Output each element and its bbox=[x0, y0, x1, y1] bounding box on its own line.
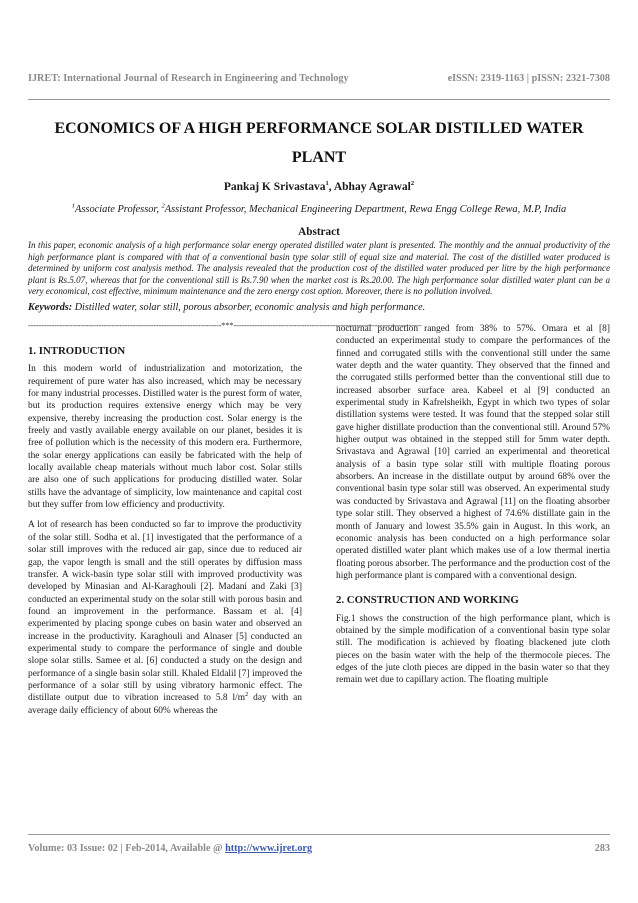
author-list bbox=[28, 181, 610, 193]
running-header bbox=[28, 73, 610, 84]
title-line-1: ECONOMICS OF A HIGH PERFORMANCE SOLAR DISTILLED WATER bbox=[54, 120, 584, 137]
intro-paragraph-2-b: day with an average daily efficiency of about 60% whereas the bbox=[28, 693, 302, 716]
title-line-2: PLANT bbox=[291, 149, 347, 166]
affil-part-1: Associate Professor, bbox=[75, 204, 162, 215]
page-number: 283 bbox=[594, 843, 610, 854]
keywords-label: Keywords: bbox=[28, 302, 73, 313]
volume-info bbox=[28, 843, 312, 854]
journal-name: IJRET: International Journal of Research in Engineering and Technology bbox=[28, 73, 349, 84]
paper-title bbox=[30, 114, 608, 172]
author-separator: , bbox=[328, 181, 334, 193]
affil-sup-2: 2 bbox=[161, 202, 165, 210]
author-1: Pankaj K Srivastava bbox=[223, 181, 326, 193]
intro-heading: 1. INTRODUCTION bbox=[28, 345, 126, 357]
header-rule bbox=[28, 99, 610, 100]
author-1-sup: 1 bbox=[325, 180, 329, 188]
running-footer bbox=[28, 843, 610, 854]
affil-part-2: Assistant Professor, Mechanical Engineering Department, Rewa Engg College Rewa, M.P, India bbox=[164, 204, 567, 215]
abstract-heading: Abstract bbox=[298, 226, 340, 238]
keywords bbox=[28, 302, 610, 313]
affiliation bbox=[28, 204, 610, 215]
footer-rule bbox=[28, 834, 610, 835]
construction-heading: 2. CONSTRUCTION AND WORKING bbox=[336, 594, 519, 607]
right-paragraph-1: nocturnal production ranged from 38% to 57%. Omara et al [8] conducted an experimental study to compare the performances of the finned and corrugated stills with the conventional still under the same water depth and the water quantity. They observed that the finned and the corrugated stills performed better than the conventional still due to increased absorber surface area. Kabeel et al [9] conducted an experimental study in Kafrelsheikh, Egypt in which two types of solar distillation systems were tested. It was found that the stepped solar still gave higher distillate production than the conventional still. Around 57% higher output was obtained in the stepped still for 5mm water depth. Srivastava and Agrawal [10] carried an experimental and theoretical analysis of a basin type solar still with multiple floating porous absorbers. An increase in the distillate output by around 68% over the conventional basin type solar still was observed. An experimental study was conducted by Srivastava and Agrawal [11] on the floating absorber type solar still. They observed a highest of 74.6% distillate gain in the month of January and lowest 35.5% gain in August. In this work, an economic analysis has been conducted on a high performance solar operated distilled water plant which makes use of a low thermal inertia floating porous absorber. The performance and the production cost of the high performance plant is compared with a conventional design. bbox=[336, 324, 610, 581]
section-separator: --------------------------------------------------------------------------***------------------------------------------------------------------------ bbox=[28, 320, 422, 330]
affil-sup-1: 1 bbox=[71, 202, 76, 210]
right-column bbox=[336, 323, 610, 695]
intro-paragraph-1: In this modern world of industrialization and motorization, the requirement of pure water has also increased, which may be necessary for many industrial processes. Distilled water is the purest form of water, but its production requires extensive energy which may be very expensive, thereby increasing the production cost. Solar energy is the freely and vastly available energy available on our planet, besides it is free of pollution which is the necessity of this modern era. Furthermore, the solar energy applications can easily be fabricated with the help of locally available cheap materials without much labor cost. Solar stills are also one of such applications for producing distilled water. Solar stills have the advantage of simplicity, low maintenance and capital cost but they suffer from low efficiency and productivity. bbox=[28, 364, 302, 511]
construction-paragraph-1: Fig.1 shows the construction of the high performance plant, which is obtained by the simple modification of a conventional basin type solar still. The modification is achieved by floating blackened jute cloth pieces on the basin water with the help of the thermocole pieces. The edges of the jute cloth pieces are dipped in the basin water so that they remain wet due to capillary action. The floating multiple bbox=[336, 613, 610, 686]
keywords-text: Distilled water, solar still, porous absorber, economic analysis and high performance. bbox=[72, 302, 426, 313]
issn-info: eISSN: 2319-1163 | pISSN: 2321-7308 bbox=[447, 73, 610, 84]
left-column bbox=[28, 345, 302, 725]
abstract-text: In this paper, economic analysis of a high performance solar energy operated distilled water plant is presented. The monthly and the annual productivity of the high performance plant is compared with that of a conventional basin type solar still of equal size and material. The cost of the distilled water produced is determined by uniform cost analysis method. The analysis revealed that the production cost of the distilled water produced per litre by the high performance plant is Rs.5.07, whereas that for the conventional still is Rs.7.90 when the market cost is Rs.20.00. The high performance solar distilled water plant can be a very economical, cost effective, minimum maintenance and the zero energy cost option. Moreover, there is no pollution involved. bbox=[28, 240, 610, 297]
journal-link[interactable]: http://www.ijret.org bbox=[225, 843, 313, 854]
volume-text: Volume: 03 Issue: 02 | Feb-2014, Available @ bbox=[28, 843, 226, 854]
intro-paragraph-2-a: A lot of research has been conducted so far to improve the productivity of the solar still. Sodha et al. [1] investigated that the performance of a solar still improves with the reduced air gap, since due to reduced air gap, the vapor length is small and the still operates by diffusion mass transfer. A wick-basin type solar still with improved productivity was developed by Minasian and Al-Karaghouli [2]. Madani and Zaki [3] conducted an experimental study on the solar still with porous basin and found an improvement in the performance. Bassam et al. [4] experimented by placing sponge cubes on basin water and observed an increase in the productivity. Karaghouli and Alnaser [5] conducted an experimental study to compare the performance of single and double slope solar stills. Samee et al. [6] conducted a study on the design and performance of a single basin solar still. Khaled Eldalil [7] improved the performance of a solar still by using vibratory harmonic effect. The distillate output due to vibration increased to 5.8 l/m bbox=[28, 520, 302, 704]
unit-superscript: 2 bbox=[245, 691, 249, 699]
author-2-sup: 2 bbox=[410, 180, 415, 188]
author-2: Abhay Agrawal bbox=[333, 181, 411, 193]
intro-paragraph-2 bbox=[28, 519, 302, 717]
